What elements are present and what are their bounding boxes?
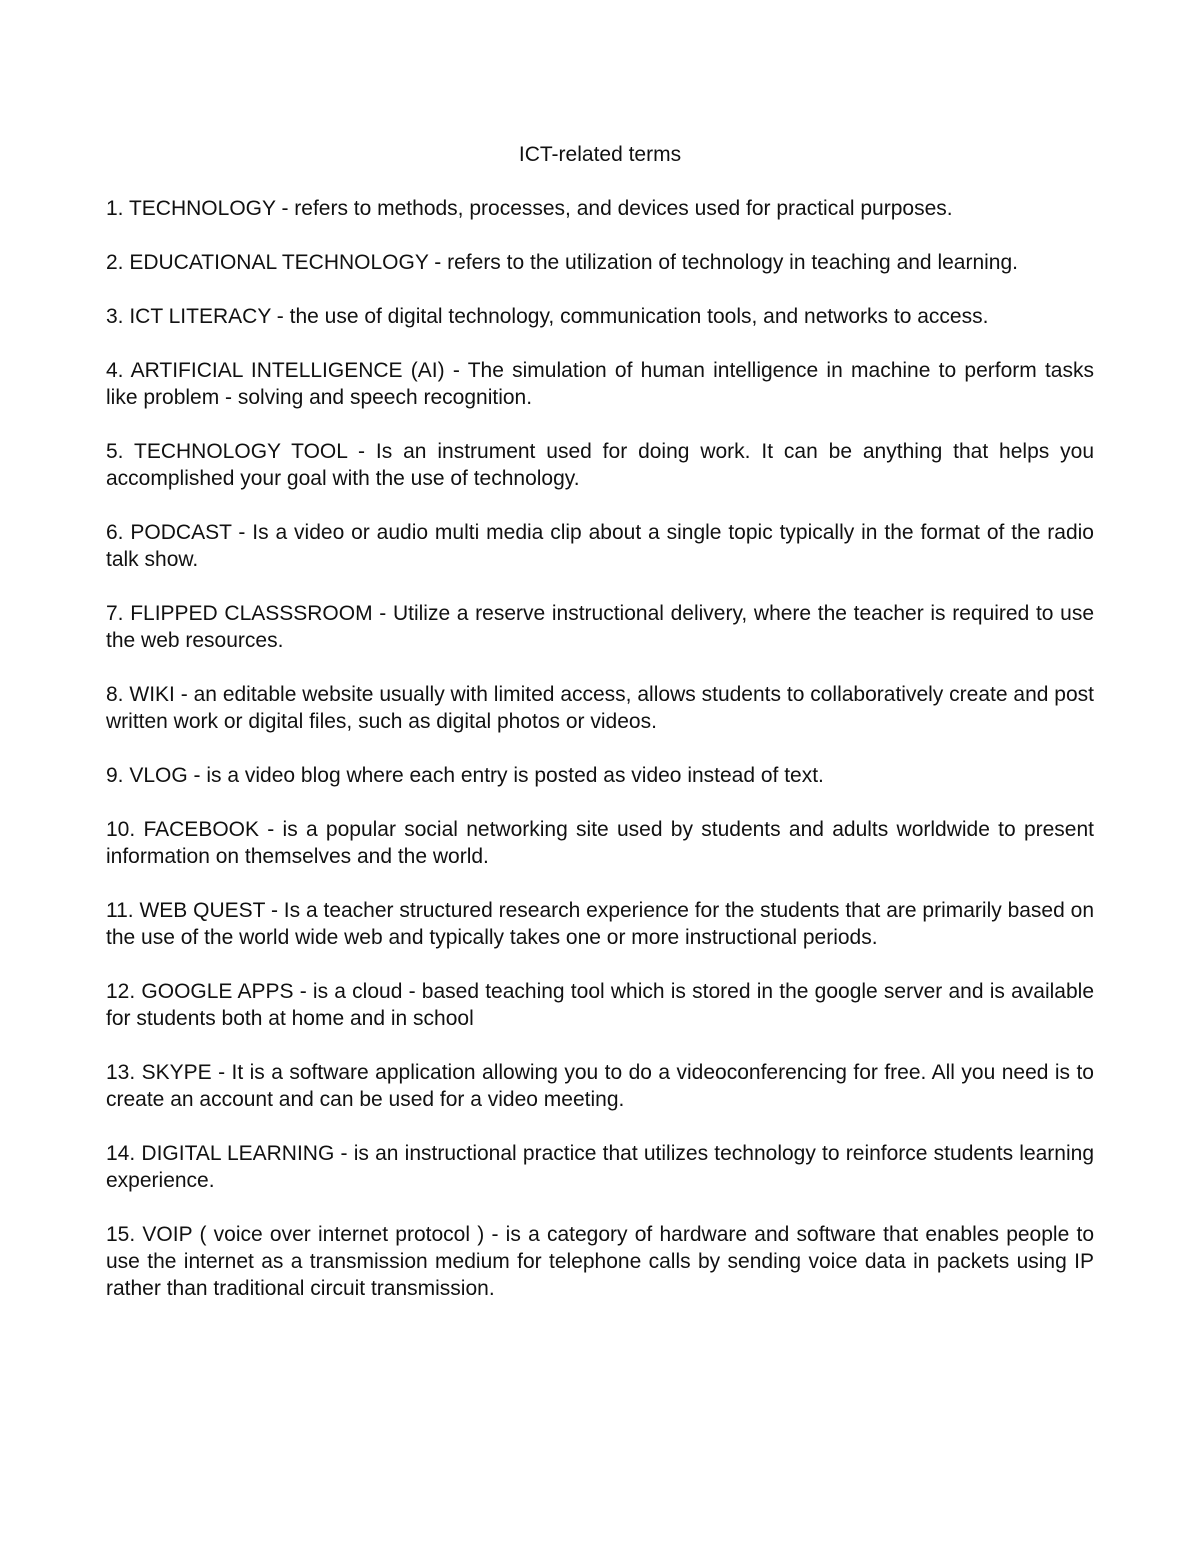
terms-list bbox=[106, 195, 1094, 1302]
term-item-5: 5. TECHNOLOGY TOOL - Is an instrument used for doing work. It can be anything that helps you accomplished your goal with the use of technology. bbox=[106, 440, 1094, 490]
term-item-3: 3. ICT LITERACY - the use of digital technology, communication tools, and networks to access. bbox=[106, 305, 989, 328]
term-item-14: 14. DIGITAL LEARNING - is an instructional practice that utilizes technology to reinforce students learning experience. bbox=[106, 1142, 1094, 1192]
term-item-12: 12. GOOGLE APPS - is a cloud - based teaching tool which is stored in the google server and is available for students both at home and in school bbox=[106, 980, 1094, 1030]
term-item-11: 11. WEB QUEST - Is a teacher structured research experience for the students that are primarily based on the use of the world wide web and typically takes one or more instructional periods. bbox=[106, 899, 1094, 949]
term-item-6: 6. PODCAST - Is a video or audio multi media clip about a single topic typically in the format of the radio talk show. bbox=[106, 521, 1094, 571]
term-item-1: 1. TECHNOLOGY - refers to methods, processes, and devices used for practical purposes. bbox=[106, 197, 953, 220]
document-title: ICT-related terms bbox=[518, 143, 682, 166]
term-item-8: 8. WIKI - an editable website usually with limited access, allows students to collaboratively create and post written work or digital files, such as digital photos or videos. bbox=[106, 683, 1094, 733]
term-item-7: 7. FLIPPED CLASSSROOM - Utilize a reserve instructional delivery, where the teacher is required to use the web resources. bbox=[106, 602, 1094, 652]
document-page bbox=[106, 141, 1094, 1329]
term-item-2: 2. EDUCATIONAL TECHNOLOGY - refers to the utilization of technology in teaching and learning. bbox=[106, 251, 1018, 274]
term-item-9: 9. VLOG - is a video blog where each entry is posted as video instead of text. bbox=[106, 764, 824, 787]
term-item-4: 4. ARTIFICIAL INTELLIGENCE (AI) - The simulation of human intelligence in machine to perform tasks like problem - solving and speech recognition. bbox=[106, 359, 1094, 409]
term-item-13: 13. SKYPE - It is a software application allowing you to do a videoconferencing for free. All you need is to create an account and can be used for a video meeting. bbox=[106, 1061, 1094, 1111]
term-item-10: 10. FACEBOOK - is a popular social networking site used by students and adults worldwide to present information on themselves and the world. bbox=[106, 818, 1094, 868]
term-item-15: 15. VOIP ( voice over internet protocol ) - is a category of hardware and software that enables people to use the internet as a transmission medium for telephone calls by sending voice data in packets using IP rather than traditional circuit transmission. bbox=[106, 1223, 1094, 1300]
